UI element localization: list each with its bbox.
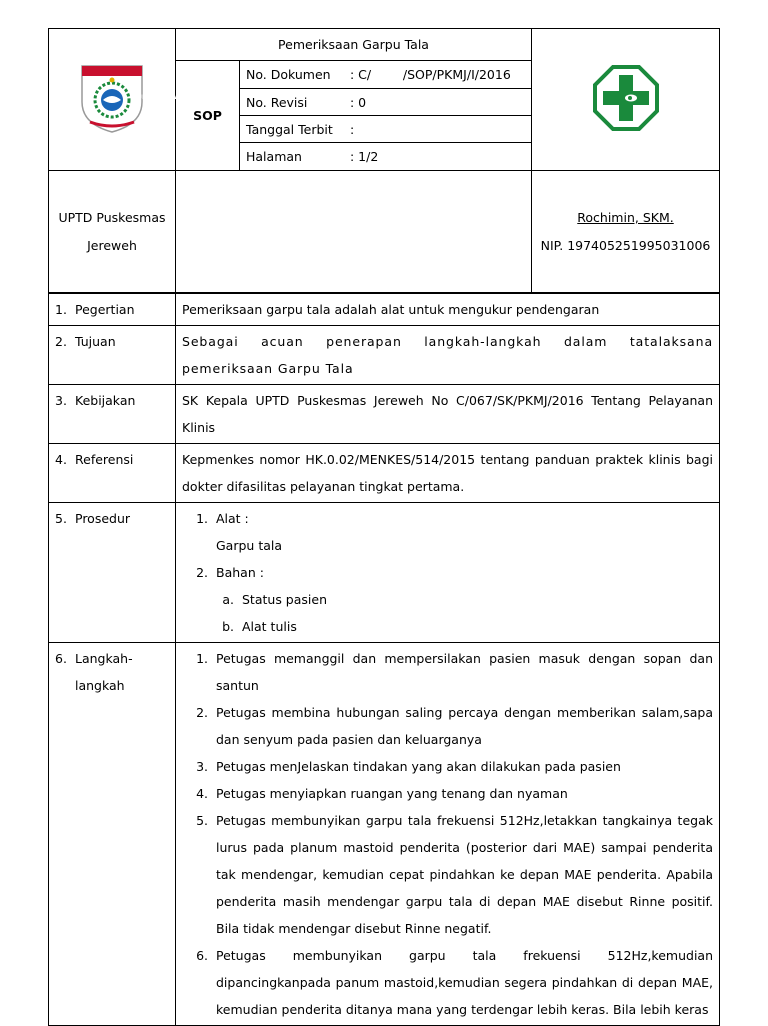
field-label: Halaman xyxy=(246,149,302,164)
section-label: Kebijakan xyxy=(75,393,136,408)
list-item xyxy=(212,505,713,559)
list-item: 1. Petugas memanggil dan mempersilakan pasien masuk dengan sopan dan santun xyxy=(212,645,713,699)
list-item: 4. Petugas menyiapkan ruangan yang tenang dan nyaman xyxy=(212,780,713,807)
signer-nip: NIP. 197405251995031006 xyxy=(540,237,711,253)
section-label: Pegertian xyxy=(75,302,135,317)
section-label-cont: langkah xyxy=(75,678,125,693)
field-label: No. Revisi xyxy=(246,94,308,110)
section-label-prosedur xyxy=(49,503,176,643)
alat-label: 1. Alat : xyxy=(216,511,249,526)
right-logo-cell xyxy=(532,29,720,171)
org-name-line2: Jereweh xyxy=(87,237,137,253)
content-table xyxy=(48,293,720,1026)
left-logo-cell xyxy=(49,29,193,171)
blank-center-cell xyxy=(176,171,532,293)
section-text-pegertian: Pemeriksaan garpu tala adalah alat untuk mengukur pendengaran xyxy=(176,294,720,326)
field-value: : xyxy=(350,121,355,137)
list-item: 2. Petugas membina hubungan saling percaya dengan memberikan salam,sapa dan senyum pada pasien dan keluarganya xyxy=(212,699,713,753)
list-item: 5. Petugas membunyikan garpu tala frekuensi 512Hz,letakkan tangkainya tegak lurus pada planum mastoid penderita (posterior dari MAE) sampai penderita tak mendengar, kemudian cepat pindahkan ke depan MAE penderita. Apabila penderita masih mendengar garpu tala di depan MAE disebut Rinne positif. Bila tidak mendengar disebut Rinne negatif. xyxy=(212,807,713,942)
puskesmas-logo-icon xyxy=(593,65,659,131)
signer-cell xyxy=(532,171,720,293)
field-value: : 1/2 xyxy=(350,149,379,164)
bahan-label: 2. Bahan : xyxy=(216,565,264,580)
prosedur-content xyxy=(176,503,720,643)
alat-item: Garpu tala xyxy=(216,538,283,553)
section-label: Langkah- xyxy=(75,651,133,666)
section-number: 4. xyxy=(55,452,67,467)
section-number: 6. xyxy=(55,651,67,666)
section-label: Prosedur xyxy=(75,511,131,526)
field-label: Tanggal Terbit xyxy=(246,121,333,137)
field-value: : 0 xyxy=(350,94,367,110)
section-number: 1. xyxy=(55,302,67,317)
prosedur-list xyxy=(182,505,713,640)
section-label-pegertian xyxy=(49,294,176,326)
field-no-dokumen xyxy=(240,61,532,89)
langkah-list xyxy=(182,645,713,1023)
bahan-list xyxy=(216,586,713,640)
field-value: : C/ /SOP/PKMJ/I/2016 xyxy=(350,67,511,82)
list-item: b. Alat tulis xyxy=(238,613,713,640)
section-label-referensi xyxy=(49,444,176,503)
document-title: Pemeriksaan Garpu Tala xyxy=(176,29,532,61)
field-label: No. Dokumen xyxy=(246,67,331,82)
section-text-kebijakan: SK Kepala UPTD Puskesmas Jereweh No C/067/SK/PKMJ/2016 Tentang Pelayanan Klinis xyxy=(176,385,720,444)
logo-banner-text: SUMBAWA BARAT xyxy=(132,93,193,101)
field-no-revisi xyxy=(240,89,532,116)
list-item: a. Status pasien xyxy=(238,586,713,613)
list-item: 6. Petugas membunyikan garpu tala frekuensi 512Hz,kemudian dipancingkanpada panum mastoid,kemudian segera pindahkan di depan MAE, kemudian penderita ditanya mana yang terdengar lebih keras. Bila lebih keras xyxy=(212,942,713,1023)
header-table xyxy=(48,28,720,293)
list-item xyxy=(212,559,713,640)
section-label-kebijakan xyxy=(49,385,176,444)
section-number: 3. xyxy=(55,393,67,408)
field-halaman xyxy=(240,143,532,171)
section-text-tujuan: Sebagai acuan penerapan langkah-langkah dalam tatalaksana pemeriksaan Garpu Tala xyxy=(176,326,720,385)
org-name-line1: UPTD Puskesmas xyxy=(58,209,166,225)
section-label-tujuan xyxy=(49,326,176,385)
list-item: 3. Petugas menJelaskan tindakan yang akan dilakukan pada pasien xyxy=(212,753,713,780)
field-tanggal-terbit xyxy=(240,116,532,143)
langkah-content xyxy=(176,643,720,1026)
section-text-referensi: Kepmenkes nomor HK.0.02/MENKES/514/2015 tentang panduan praktek klinis bagi dokter difasilitas pelayanan tingkat pertama. xyxy=(176,444,720,503)
section-label: Referensi xyxy=(75,452,134,467)
organization-cell xyxy=(49,171,176,293)
section-label-langkah xyxy=(49,643,176,1026)
signer-name: Rochimin, SKM. xyxy=(577,209,674,225)
sop-label: SOP xyxy=(176,61,240,171)
section-number: 5. xyxy=(55,511,67,526)
section-label: Tujuan xyxy=(75,334,116,349)
section-number: 2. xyxy=(55,334,67,349)
